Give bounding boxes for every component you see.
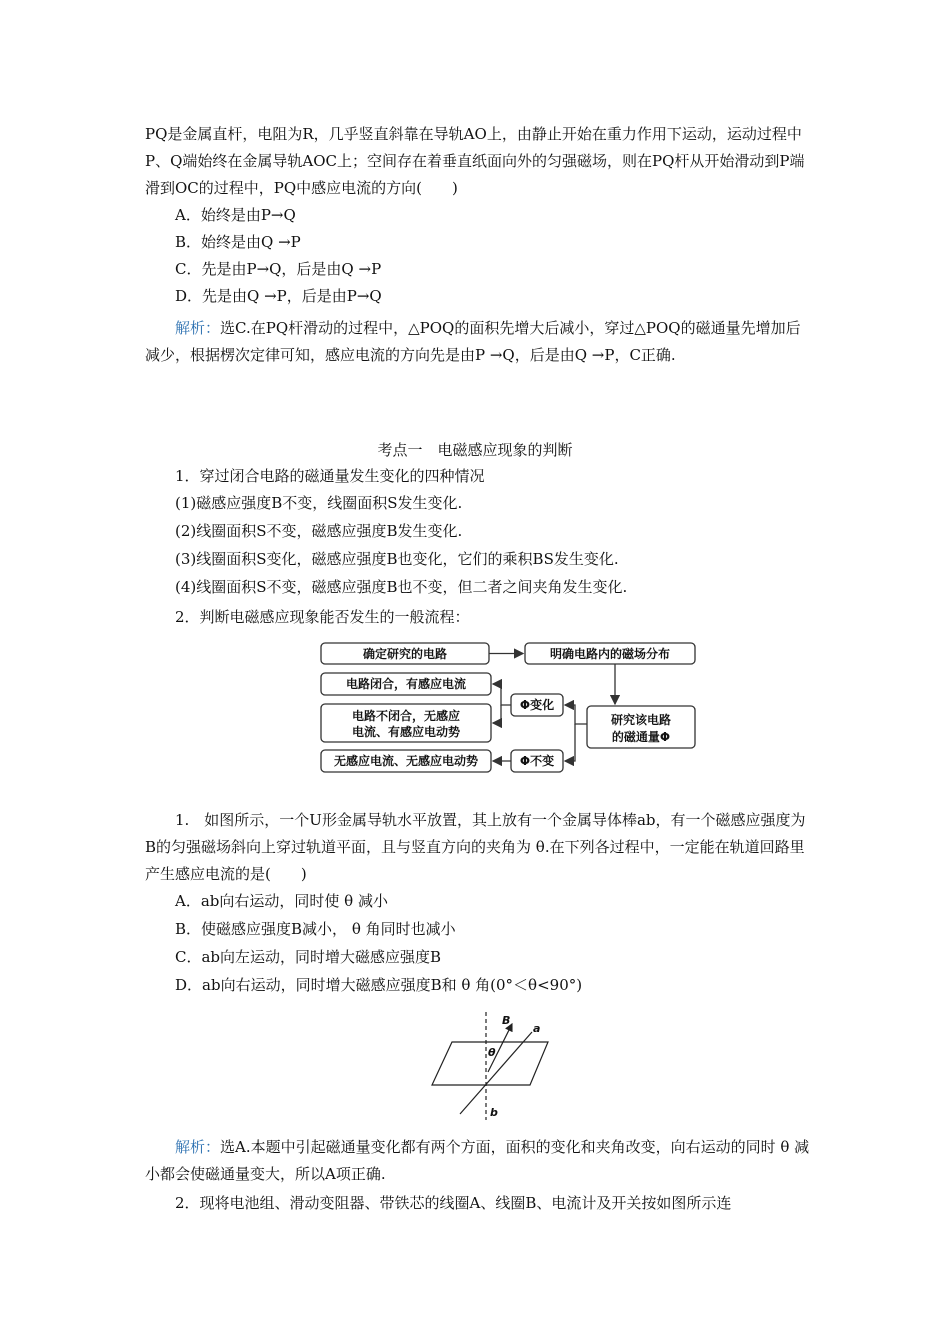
- q1-option-c: C．ab向左运动，同时增大磁感应强度B: [175, 948, 442, 966]
- rail-figure: [420, 1010, 550, 1122]
- q0-option-c: C．先是由P→Q，后是由Q →P: [175, 260, 382, 278]
- case-3: (3)线圈面积S变化，磁感应强度B也变化，它们的乘积BS发生变化.: [175, 550, 619, 568]
- flow-text-8: 无感应电流、无感应电动势: [333, 754, 479, 768]
- label-b-field: B: [502, 1014, 511, 1027]
- q1-option-d: D．ab向右运动，同时增大磁感应强度B和 θ 角(0°＜θ<90°): [175, 976, 583, 994]
- analysis-text: 选A.本题中引起磁通量变化都有两个方面，面积的变化和夹角改变，向右运动的同时 θ 减小都会使磁通量变大，所以A项正确.: [145, 1138, 810, 1183]
- analysis-label: 解析：: [175, 1138, 221, 1156]
- case-1: (1)磁感应强度B不变，线圈面积S发生变化.: [175, 494, 463, 512]
- q1-analysis: [145, 1134, 810, 1188]
- arrow-4-6: [493, 684, 511, 705]
- q0-option-a: A．始终是由P→Q: [175, 206, 296, 224]
- q0-analysis: [145, 315, 810, 369]
- arrow-3-4: [565, 705, 587, 724]
- flow-text-5: Φ不变: [519, 754, 555, 768]
- flow-text-2: 明确电路内的磁场分布: [549, 647, 671, 661]
- q0-stem: PQ是金属直杆，电阻为R，几乎竖直斜靠在导轨AO上，由静止开始在重力作用下运动，运动过程中P、Q端始终在金属导轨AOC上；空间存在着垂直纸面向外的匀强磁场，则在PQ杆从开始滑动到P端滑到OC的过程中，PQ中感应电流的方向( ): [145, 125, 805, 197]
- label-b-end: b: [490, 1106, 498, 1119]
- q0-option-b: B．始终是由Q →P: [175, 233, 301, 251]
- flow-text-7a: 电路不闭合，无感应: [351, 709, 461, 723]
- q1-stem: 1. 如图所示，一个U形金属导轨水平放置，其上放有一个金属导体棒ab，有一个磁感应强度为B的匀强磁场斜向上穿过轨道平面，且与竖直方向的夹角为 θ.在下列各过程中，一定能在轨道回路里产生感应电流的是( ): [145, 811, 806, 883]
- case-2: (2)线圈面积S不变，磁感应强度B发生变化.: [175, 522, 463, 540]
- flow-text-7b: 电流、有感应电动势: [351, 725, 461, 739]
- q1-option-a: A．ab向右运动，同时使 θ 减小: [175, 892, 388, 910]
- label-a: a: [533, 1022, 541, 1035]
- flow-text-3b: 的磁通量Φ: [611, 730, 671, 744]
- flow-text-1: 确定研究的电路: [362, 647, 448, 661]
- label-theta: θ: [488, 1046, 496, 1059]
- q1-option-b: B．使磁感应强度B减小， θ 角同时也减小: [175, 920, 456, 938]
- section-title: 考点一 电磁感应现象的判断: [377, 441, 573, 459]
- conductor-rod: [460, 1032, 532, 1114]
- q0-option-d: D．先是由Q →P，后是由P→Q: [175, 287, 382, 305]
- flow-text-6: 电路闭合，有感应电流: [345, 677, 467, 691]
- q2-stem: 2．现将电池组、滑动变阻器、带铁芯的线圈A、线圈B、电流计及开关按如图所示连: [175, 1194, 732, 1212]
- analysis-text: 选C.在PQ杆滑动的过程中，△POQ的面积先增大后减小，穿过△POQ的磁通量先增加后减少，根据楞次定律可知，感应电流的方向先是由P →Q，后是由Q →P，C正确.: [145, 319, 801, 364]
- flowchart: [315, 638, 705, 778]
- case-4: (4)线圈面积S不变，磁感应强度B也不变，但二者之间夹角发生变化.: [175, 578, 628, 596]
- arrow-4-7: [493, 705, 501, 723]
- arrow-3-5: [565, 724, 575, 761]
- flow-text-3a: 研究该电路: [610, 713, 672, 727]
- point-2: 2．判断电磁感应现象能否发生的一般流程：: [175, 608, 470, 626]
- flow-text-4: Φ变化: [519, 698, 555, 712]
- analysis-label: 解析：: [175, 319, 221, 337]
- point-1: 1．穿过闭合电路的磁通量发生变化的四种情况: [175, 467, 485, 485]
